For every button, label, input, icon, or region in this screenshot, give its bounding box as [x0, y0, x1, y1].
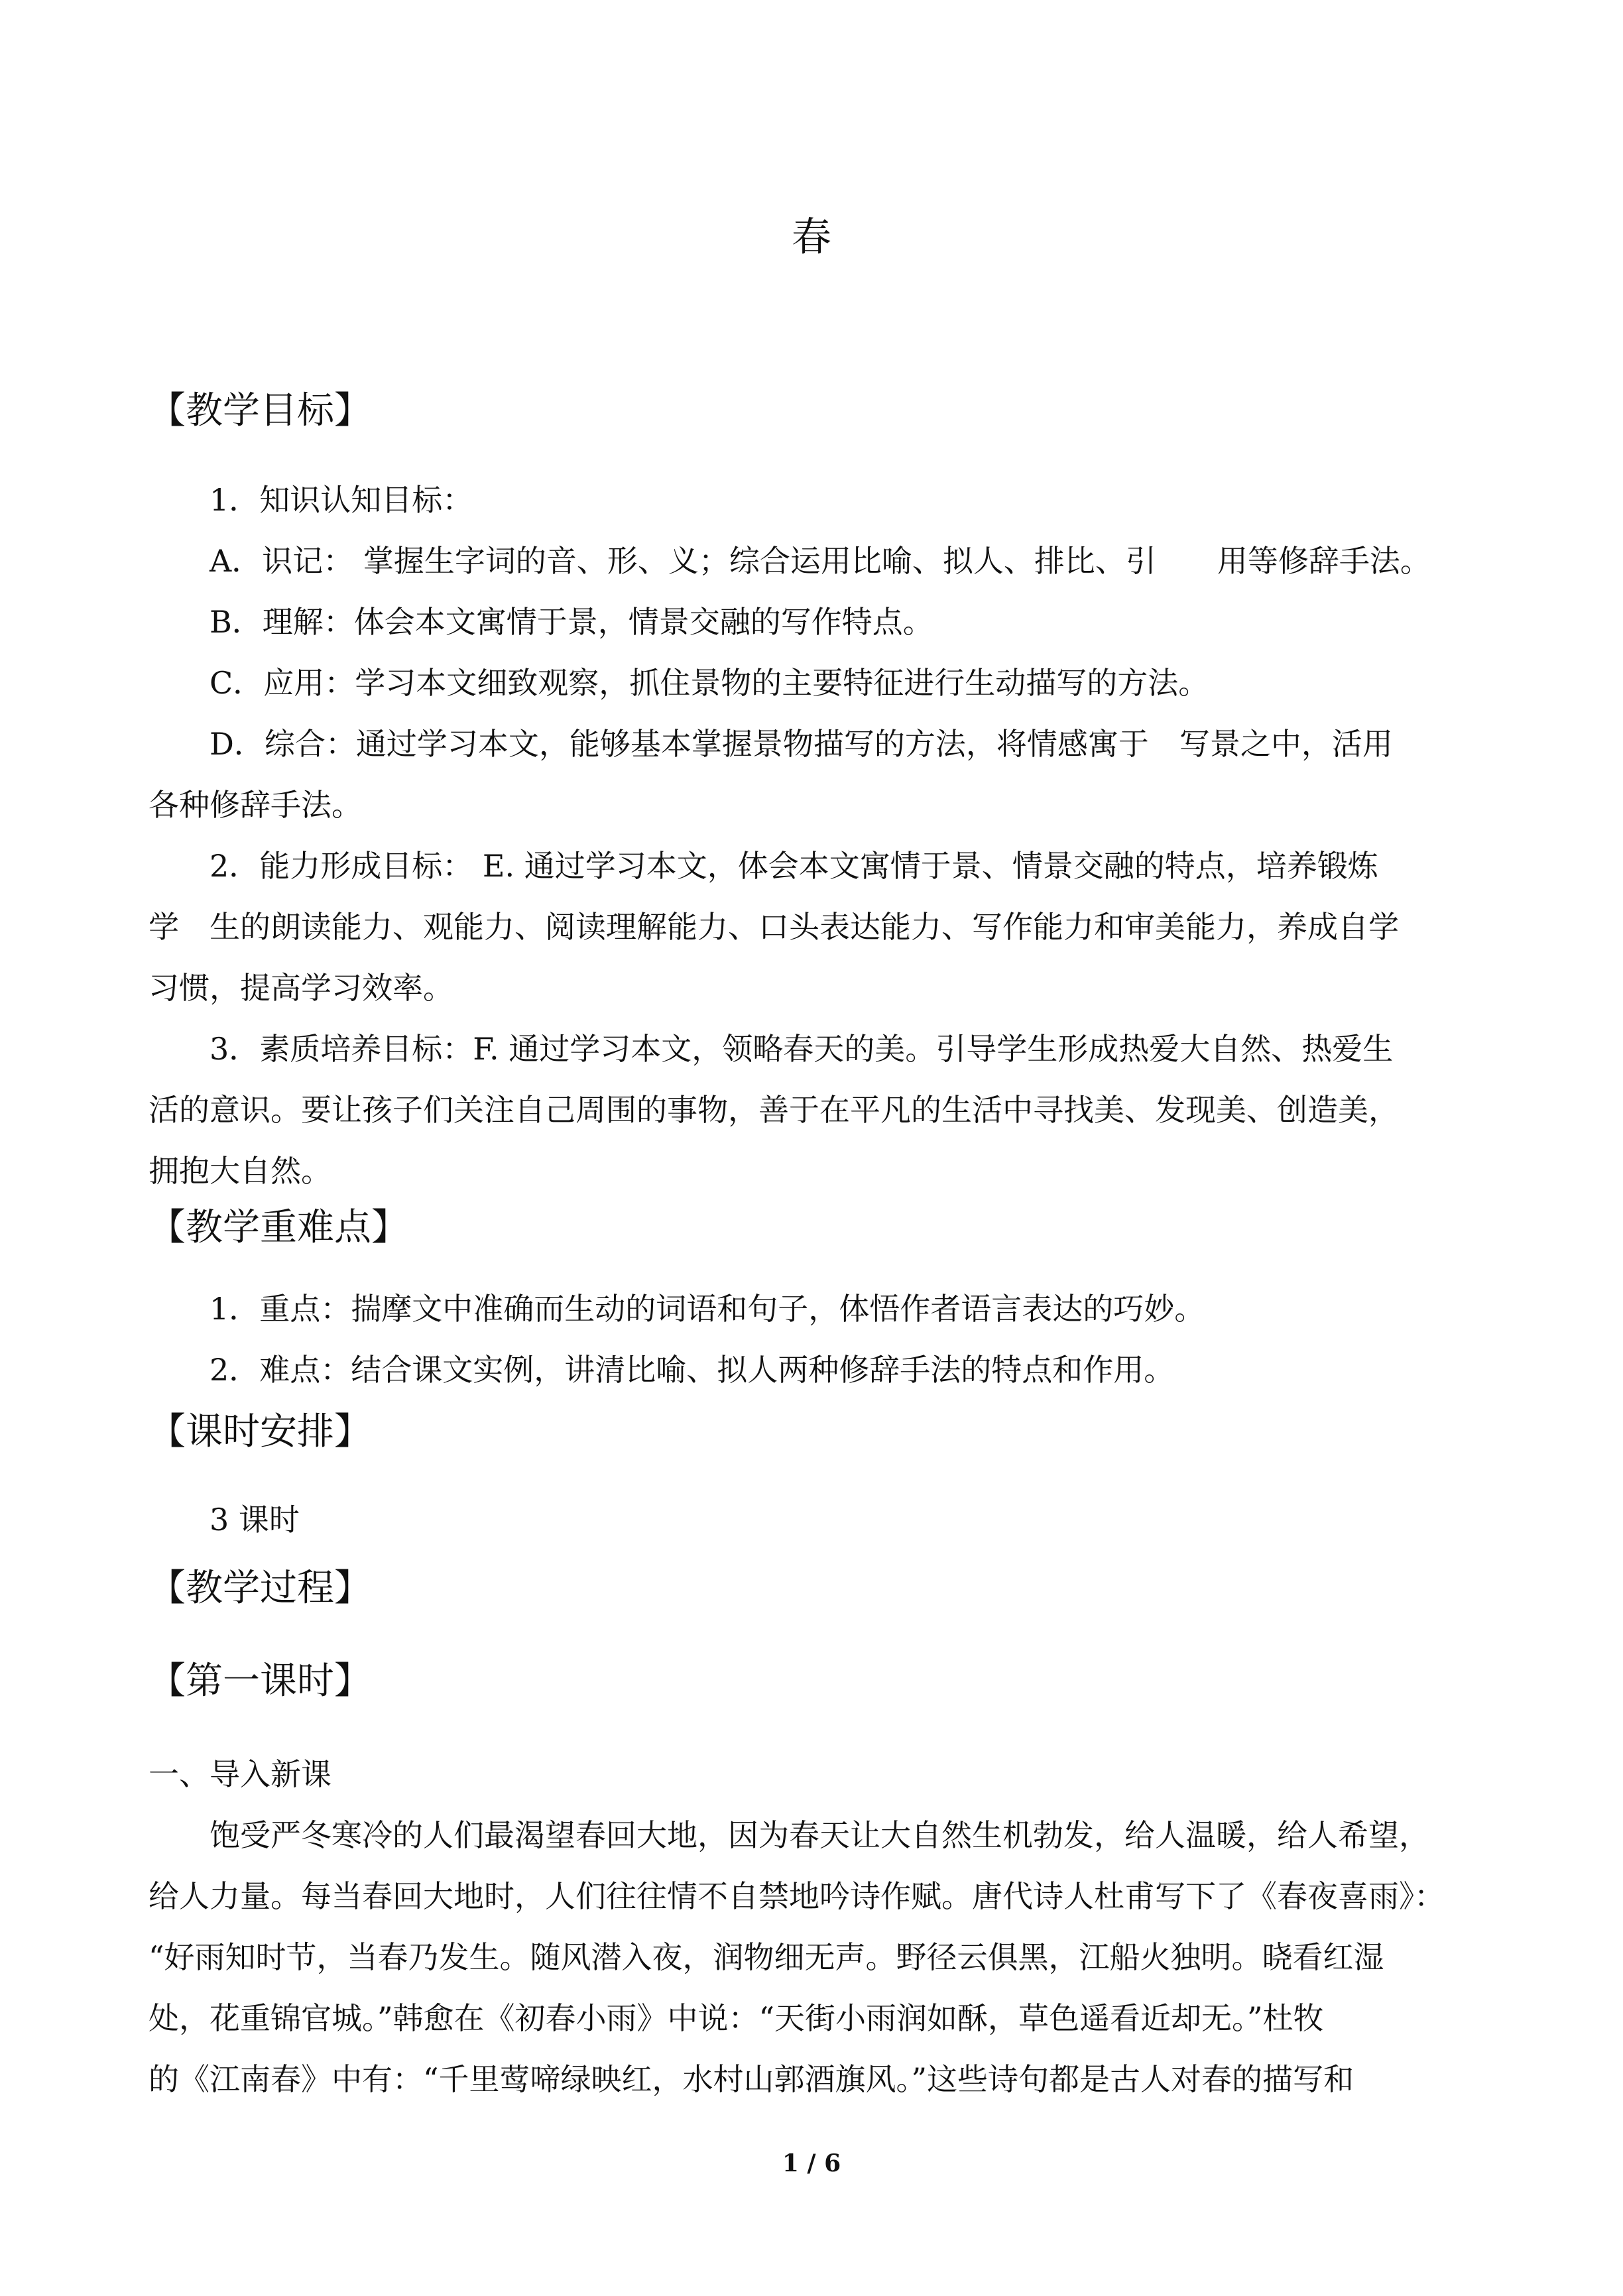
lesson-paragraph-line: 给人力量。每当春回大地时，人们往往情不自禁地吟诗作赋。唐代诗人杜甫写下了《春夜喜雨》：	[149, 1878, 1445, 1914]
section-heading-schedule: 【课时安排】	[149, 1410, 371, 1453]
objective-line: 拥抱大自然。	[149, 1153, 331, 1189]
section-heading-first-lesson: 【第一课时】	[149, 1660, 371, 1703]
difficulty-line: 1．重点：揣摩文中准确而生动的词语和句子，体悟作者语言表达的巧妙。	[210, 1291, 1205, 1327]
objective-line: 3．素质培养目标：F. 通过学习本文，领略春天的美。引导学生形成热爱大自然、热爱生	[210, 1031, 1394, 1067]
page-number: 1 / 6	[782, 2149, 841, 2177]
objective-line: A．识记： 掌握生字词的音、形、义；综合运用比喻、拟人、排比、引 用等修辞手法。	[210, 543, 1431, 579]
document-title: 春	[792, 214, 831, 261]
objective-line: C．应用：学习本文细致观察，抓住景物的主要特征进行生动描写的方法。	[210, 665, 1209, 701]
objective-line: 各种修辞手法。	[149, 787, 362, 823]
lesson-paragraph-line: 饱受严冬寒冷的人们最渴望春回大地，因为春天让大自然生机勃发，给人温暖，给人希望，	[210, 1817, 1429, 1853]
section-heading-process: 【教学过程】	[149, 1567, 371, 1610]
lesson-paragraph-line: “好雨知时节，当春乃发生。随风潜入夜，润物细无声。野径云俱黑，江船火独明。晓看红湿	[149, 1939, 1384, 1975]
intro-heading: 一、导入新课	[149, 1756, 331, 1792]
objective-line: 活的意识。要让孩子们关注自己周围的事物，善于在平凡的生活中寻找美、发现美、创造美，	[149, 1092, 1399, 1128]
objective-line: B．理解：体会本文寓情于景，情景交融的写作特点。	[210, 604, 933, 640]
lesson-paragraph-line: 处，花重锦官城。”韩愈在《初春小雨》中说：“天街小雨润如酥，草色遥看近却无。”杜牧	[149, 2000, 1324, 2036]
objective-line: 1．知识认知目标：	[210, 482, 473, 518]
objective-line: 习惯，提高学习效率。	[149, 970, 453, 1006]
difficulty-line: 2．难点：结合课文实例，讲清比喻、拟人两种修辞手法的特点和作用。	[210, 1352, 1175, 1388]
schedule-line: 3 课时	[210, 1502, 300, 1538]
objective-line: 2．能力形成目标： E. 通过学习本文，体会本文寓情于景、情景交融的特点，培养锻炼	[210, 848, 1378, 884]
section-heading-objectives: 【教学目标】	[149, 389, 371, 432]
objective-line: 学 生的朗读能力、观能力、阅读理解能力、口头表达能力、写作能力和审美能力，养成自学	[149, 909, 1399, 945]
lesson-paragraph-line: 的《江南春》中有：“千里莺啼绿映红，水村山郭酒旗风。”这些诗句都是古人对春的描写和	[149, 2061, 1354, 2097]
section-heading-difficulty: 【教学重难点】	[149, 1206, 408, 1249]
objective-line: D．综合：通过学习本文，能够基本掌握景物描写的方法，将情感寓于 写景之中，活用	[210, 726, 1393, 762]
